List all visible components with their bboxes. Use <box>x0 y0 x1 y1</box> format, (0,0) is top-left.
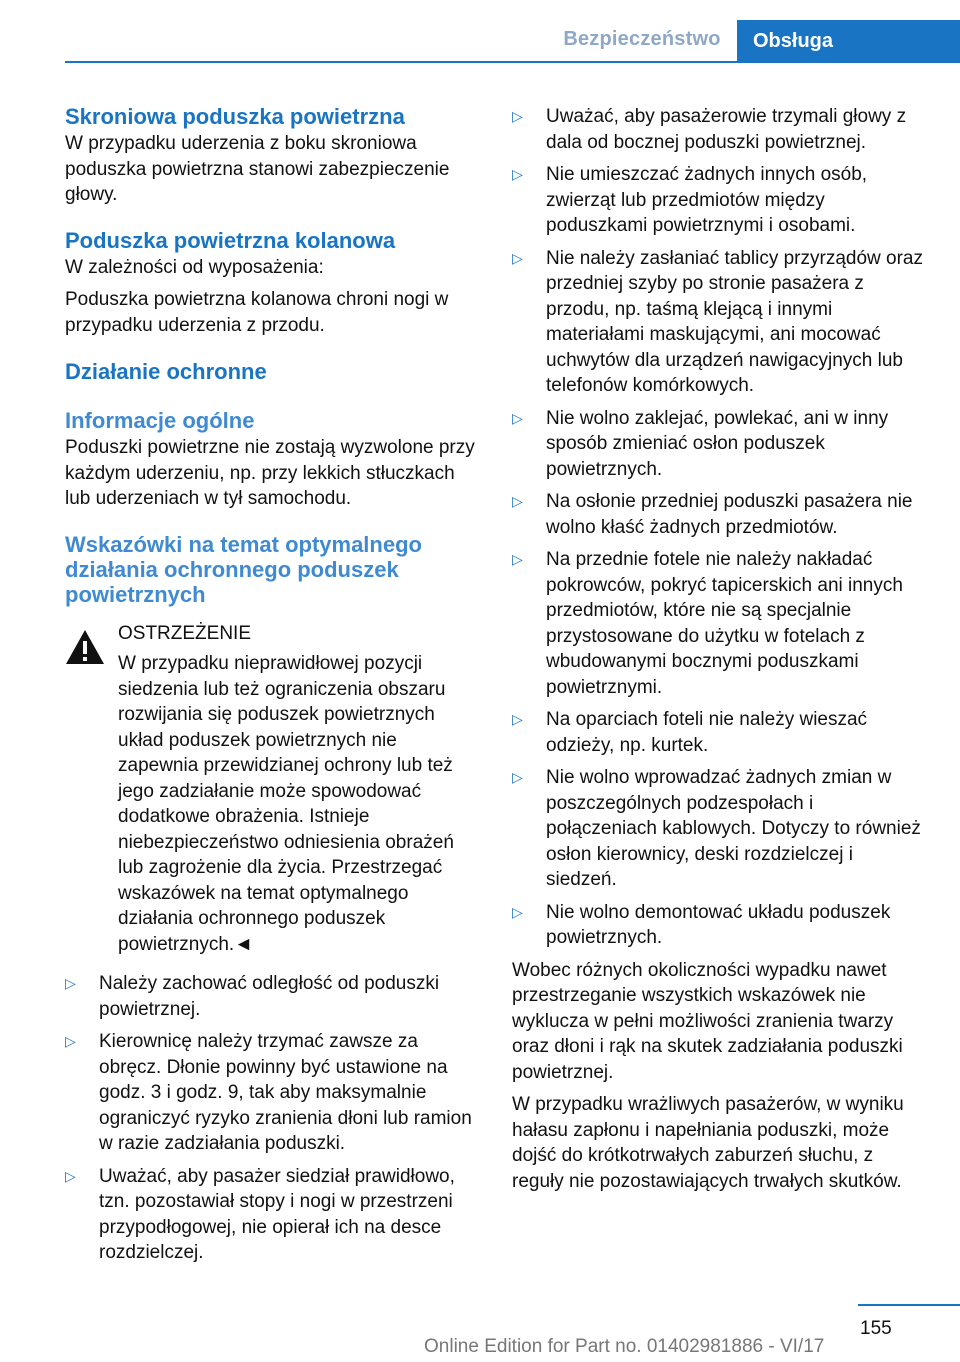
page-number: 155 <box>860 1318 892 1339</box>
paragraph-risk: Wobec różnych okoliczności wypadku nawet przestrzeganie wszystkich wskazówek nie wyklucza w pełni możliwości zranienia twarzy oraz dłoni i rąk na skutek zadziałania poduszki powietrznej. <box>512 959 903 1083</box>
list-item: ▷ Nie należy zasłaniać tablicy przyrządów oraz przedniej szyby po stronie pasażera z przodu, np. taśmą klejącą i innymi materiałami maskującymi, ani mocować uchwytów dla urządzeń nawigacyjnych lub telefonów komórkowych. <box>512 247 923 396</box>
paragraph-side-airbag: W przypadku uderzenia z boku skroniowa poduszka powietrzna stanowi zabezpieczenie głowy. <box>65 133 450 205</box>
right-bullet-list <box>512 104 927 951</box>
left-column <box>65 104 477 1273</box>
triangle-right-outline-icon: ▷ <box>512 903 523 920</box>
list-item: ▷ Nie wolno zaklejać, powlekać, ani w inny sposób zmieniać osłon poduszek powietrznych. <box>512 407 889 480</box>
page-header <box>0 0 960 62</box>
warning-triangle-icon <box>65 629 105 665</box>
triangle-right-outline-icon: ▷ <box>512 249 523 266</box>
triangle-right-outline-icon: ▷ <box>512 711 523 727</box>
triangle-right-outline-icon: ▷ <box>512 409 523 426</box>
left-bullet-list <box>65 971 477 1266</box>
paragraph-equipment: W zależności od wyposażenia: <box>65 256 324 278</box>
list-item: ▷ Na oparciach foteli nie należy wieszać odzieży, np. kurtek. <box>512 709 868 756</box>
header-rule <box>65 61 960 63</box>
warning-title: OSTRZEŻENIE <box>118 622 252 644</box>
list-item: ▷ Uważać, aby pasażerowie trzymali głowy z dala od bocznej poduszki powietrznej. <box>512 106 907 153</box>
triangle-right-outline-icon: ▷ <box>65 975 76 991</box>
triangle-right-outline-icon: ▷ <box>512 551 523 567</box>
heading-knee-airbag: Poduszka powietrzna kolanowa <box>65 227 396 253</box>
triangle-right-outline-icon: ▷ <box>512 493 523 509</box>
list-item: ▷ Na osłonie przedniej poduszki pasażera nie wolno kłaść żadnych przedmiotów. <box>512 491 913 538</box>
paragraph-general-info: Poduszki powietrzne nie zostają wyzwolone przy każdym uderzeniu, np. przy lekkich stłuczkach lub uderzeniach w tył samochodu. <box>65 437 475 509</box>
triangle-right-outline-icon: ▷ <box>512 769 523 785</box>
warning-text: W przypadku nieprawidłowej pozycji siedzenia lub też ograniczenia obszaru rozwijania się poduszek powietrznych układ poduszek powietrznych nie zapewnia przewidzianej ochrony lub też jego zadziałanie może spowodować dodatkowe obrażenia. Istnieje niebezpieczeństwo odniesienia obrażeń lub zagrożenie dla życia. Przestrzegać wskazówek na temat optymalnego działania ochronnego poduszek powietrznych.◄ <box>118 653 454 955</box>
right-column <box>512 104 927 1194</box>
list-item: ▷ Na przednie fotele nie należy nakładać pokrowców, pokryć tapicerskich ani innych przedmiotów, które nie są specjalnie przystosowane do użytku w fotelach z wbudowanymi bocznymi poduszkami powietrznymi. <box>512 549 903 698</box>
list-item: ▷ Uważać, aby pasażer siedział prawidłowo, tzn. pozostawiał stopy i nogi w przestrzeni przypodłogowej, nie opierał ich na desce rozdzielczej. <box>65 1165 455 1263</box>
heading-protective-action: Działanie ochronne <box>65 359 267 384</box>
paragraph-hearing: W przypadku wrażliwych pasażerów, w wyniku hałasu zapłonu i napełniania poduszki, może dojść do krótkotrwałych zaburzeń słuchu, z reguły nie pozostawiających trwałych skutków. <box>512 1094 904 1192</box>
heading-general-info: Informacje ogólne <box>65 408 255 433</box>
edition-note: Online Edition for Part no. 01402981886 - VI/17 <box>424 1336 825 1357</box>
list-item: ▷ Nie wolno wprowadzać żadnych zmian w poszczególnych podzespołach i połączeniach kablowych. Dotyczy to również osłon kierownicy, deski rozdzielczej i siedzeń. <box>512 767 921 890</box>
triangle-right-outline-icon: ▷ <box>65 1033 76 1049</box>
triangle-right-outline-icon: ▷ <box>512 166 523 182</box>
tab-bezpieczenstwo[interactable]: Bezpieczeństwo <box>563 28 721 50</box>
heading-tips: Wskazówki na temat optymalnego działania ochronnego poduszek powietrznych <box>65 531 422 607</box>
triangle-right-outline-icon: ▷ <box>65 1167 76 1184</box>
list-item: ▷ Nie wolno demontować układu poduszek powietrznych. <box>512 901 891 948</box>
list-item: ▷ Kierownicę należy trzymać zawsze za obręcz. Dłonie powinny być ustawione na godz. 3 i godz. 9, tak aby maksymalnie ograniczyć ryzyko zranienia dłoni lub ramion w razie zadziałania poduszki. <box>65 1031 472 1154</box>
list-item: ▷ Należy zachować odległość od poduszki powietrznej. <box>65 973 440 1020</box>
heading-side-airbag: Skroniowa poduszka powietrzna <box>65 104 405 129</box>
footer-rule <box>858 1304 960 1306</box>
paragraph-knee-airbag: Poduszka powietrzna kolanowa chroni nogi w przypadku uderzenia z przodu. <box>65 289 449 336</box>
list-item: ▷ Nie umieszczać żadnych innych osób, zwierząt lub przedmiotów między poduszkami powietrznymi i osobami. <box>512 164 868 236</box>
triangle-right-outline-icon: ▷ <box>512 108 523 124</box>
tab-obsluga[interactable]: Obsługa <box>737 20 960 62</box>
warning-block <box>65 621 477 958</box>
